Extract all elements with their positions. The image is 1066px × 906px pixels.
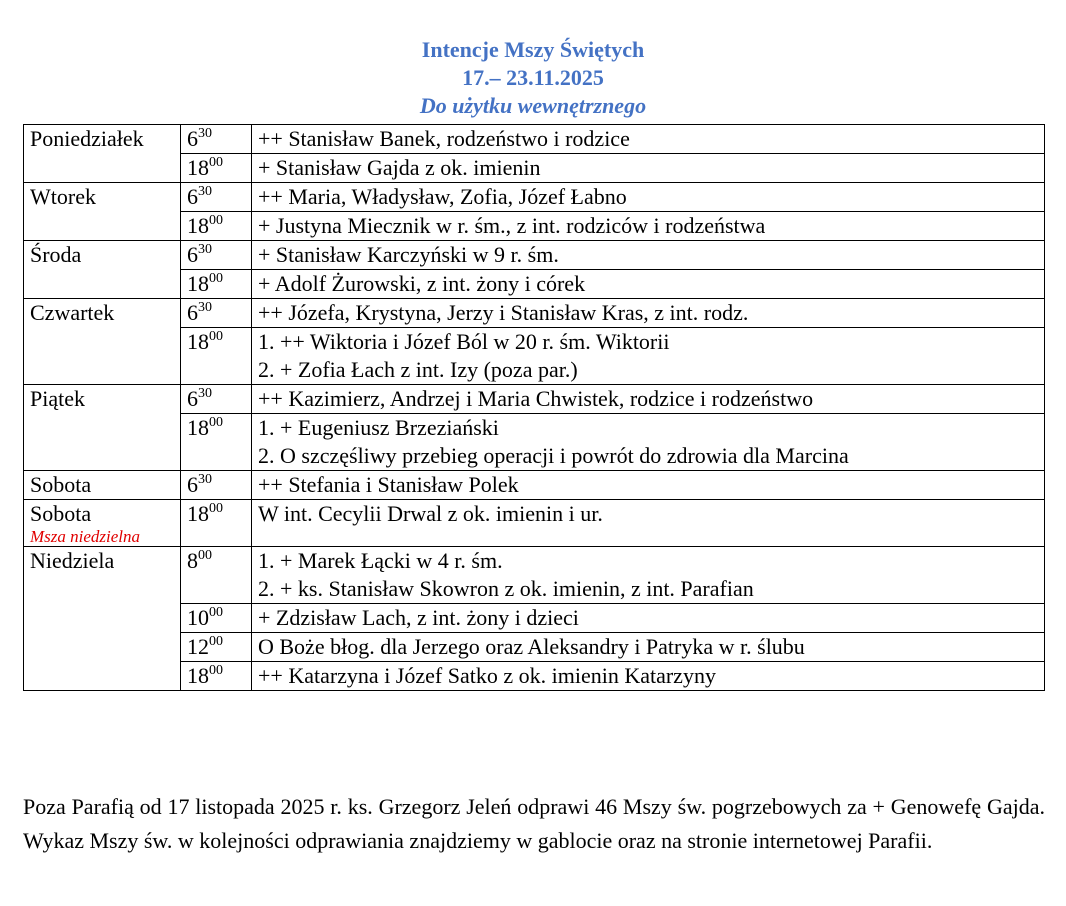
mass-time [181,183,252,212]
time-hour: 8 [187,548,198,573]
time-minutes: 00 [209,663,223,678]
mass-time [181,241,252,270]
mass-time [181,547,252,604]
time-minutes: 00 [209,213,223,228]
intention-text: 2. + ks. Stanisław Skowron z ok. imienin, z int. Parafian [258,576,754,601]
mass-time [181,212,252,241]
mass-time [181,414,252,471]
time-hour: 18 [187,271,209,296]
time-hour: 6 [187,126,198,151]
intention-text: 2. O szczęśliwy przebieg operacji i powrót do zdrowia dla Marcina [258,443,849,468]
day-name: Piątek [30,386,85,411]
day-name: Środa [30,242,82,267]
intention-cell [252,328,1045,385]
intention-cell [252,604,1045,633]
intention-text: O Boże błog. dla Jerzego oraz Aleksandry i Patryka w r. ślubu [258,634,805,659]
time-hour: 18 [187,663,209,688]
time-minutes: 00 [209,415,223,430]
day-cell [24,547,181,691]
time-minutes: 30 [198,472,212,487]
time-hour: 6 [187,472,198,497]
mass-time [181,125,252,154]
time-minutes: 00 [209,329,223,344]
mass-time [181,604,252,633]
intention-text: + Justyna Miecznik w r. śm., z int. rodziców i rodzeństwa [258,213,766,238]
intention-cell [252,500,1045,547]
time-hour: 18 [187,155,209,180]
intention-text: 1. + Eugeniusz Brzeziański [258,415,499,440]
time-hour: 6 [187,386,198,411]
intention-text: ++ Stanisław Banek, rodzeństwo i rodzice [258,126,630,151]
time-minutes: 00 [209,271,223,286]
time-hour: 6 [187,184,198,209]
intention-cell [252,154,1045,183]
table-row [24,183,1045,212]
time-minutes: 00 [209,634,223,649]
day-name: Niedziela [30,548,115,573]
intention-text: ++ Maria, Władysław, Zofia, Józef Łabno [258,184,627,209]
time-minutes: 30 [198,126,212,141]
intention-cell [252,183,1045,212]
day-cell [24,471,181,500]
mass-time [181,154,252,183]
mass-time [181,633,252,662]
intention-cell [252,125,1045,154]
time-minutes: 00 [198,548,212,563]
day-cell [24,299,181,385]
intentions-table [23,124,1045,691]
time-hour: 6 [187,300,198,325]
time-minutes: 00 [209,155,223,170]
table-row [24,547,1045,604]
page-title: Intencje Mszy Świętych [421,37,645,62]
intention-text: W int. Cecylii Drwal z ok. imienin i ur. [258,501,603,526]
intention-text: + Adolf Żurowski, z int. żony i córek [258,271,586,296]
footer-note: Poza Parafią od 17 listopada 2025 r. ks. Grzegorz Jeleń odprawi 46 Mszy św. pogrzebowych za + Genowefę Gajda. Wykaz Mszy św. w kolejności odprawiania znajdziemy w gablocie oraz na stronie internetowej Parafii. [23,794,1045,853]
intention-text: 1. + Marek Łącki w 4 r. śm. [258,548,503,573]
day-cell [24,500,181,547]
intention-cell [252,471,1045,500]
intention-cell [252,385,1045,414]
time-hour: 18 [187,501,209,526]
intention-text: ++ Kazimierz, Andrzej i Maria Chwistek, rodzice i rodzeństwo [258,386,814,411]
time-hour: 18 [187,415,209,440]
table-row [24,299,1045,328]
page-subtitle: Do użytku wewnętrznego [419,93,647,118]
page-header [0,36,1066,120]
table-row [24,500,1045,547]
intention-cell [252,212,1045,241]
intention-text: 1. ++ Wiktoria i Józef Ból w 20 r. śm. Wiktorii [258,329,670,354]
day-name: Wtorek [30,184,96,209]
mass-time [181,662,252,691]
mass-time [181,328,252,385]
intention-text: + Stanisław Karczyński w 9 r. śm. [258,242,559,267]
mass-time [181,270,252,299]
mass-time [181,299,252,328]
time-minutes: 00 [209,501,223,516]
intention-text: 2. + Zofia Łach z int. Izy (poza par.) [258,357,578,382]
day-cell [24,385,181,471]
day-name: Sobota [30,472,92,497]
date-range: 17.– 23.11.2025 [462,65,604,90]
intention-text: + Stanisław Gajda z ok. imienin [258,155,541,180]
mass-time [181,471,252,500]
day-name: Czwartek [30,300,115,325]
table-row [24,471,1045,500]
time-hour: 6 [187,242,198,267]
table-row [24,241,1045,270]
mass-time [181,385,252,414]
intention-text: ++ Stefania i Stanisław Polek [258,472,519,497]
day-cell [24,125,181,183]
day-cell [24,183,181,241]
day-note: Msza niedzielna [30,527,141,546]
intention-cell [252,241,1045,270]
day-cell [24,241,181,299]
intention-cell [252,662,1045,691]
day-name: Poniedziałek [30,126,144,151]
intention-cell [252,414,1045,471]
mass-time [181,500,252,547]
time-minutes: 30 [198,300,212,315]
time-hour: 10 [187,605,209,630]
time-minutes: 00 [209,605,223,620]
table-row [24,385,1045,414]
table-row [24,125,1045,154]
intention-text: + Zdzisław Lach, z int. żony i dzieci [258,605,579,630]
intention-text: ++ Katarzyna i Józef Satko z ok. imienin Katarzyny [258,663,716,688]
intention-cell [252,547,1045,604]
time-hour: 18 [187,213,209,238]
time-hour: 12 [187,634,209,659]
intention-cell [252,299,1045,328]
time-minutes: 30 [198,242,212,257]
time-minutes: 30 [198,184,212,199]
intention-cell [252,270,1045,299]
intention-text: ++ Józefa, Krystyna, Jerzy i Stanisław Kras, z int. rodz. [258,300,749,325]
time-hour: 18 [187,329,209,354]
intention-cell [252,633,1045,662]
time-minutes: 30 [198,386,212,401]
day-name: Sobota [30,501,92,526]
